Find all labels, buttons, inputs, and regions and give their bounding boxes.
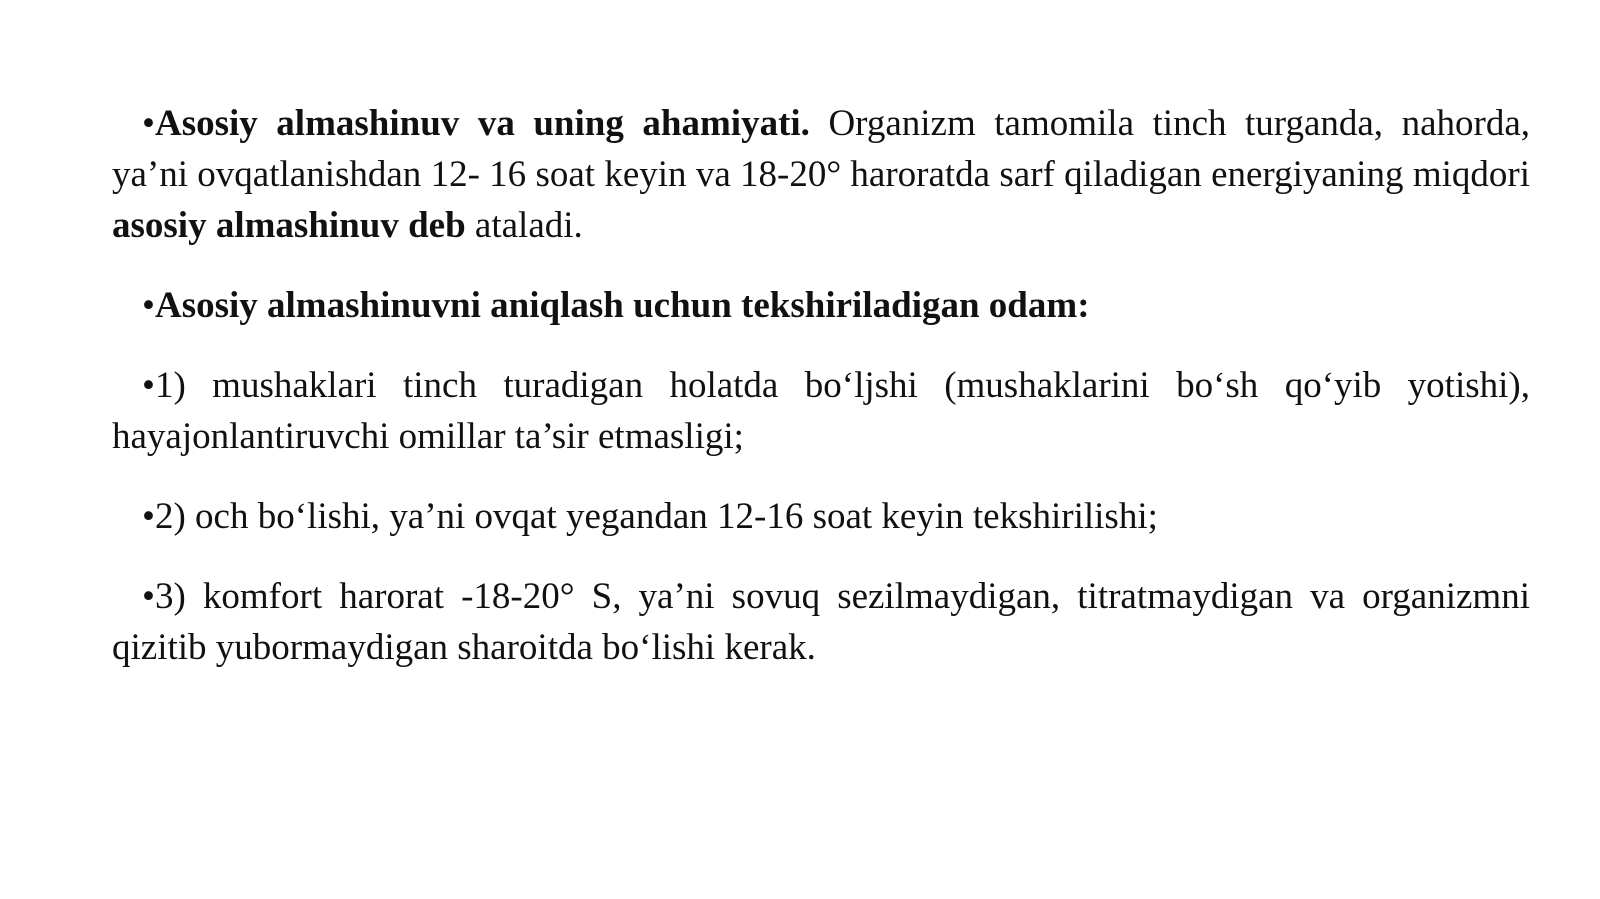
bullet-icon: •	[142, 285, 155, 326]
paragraph-text: 1) mushaklari tinch turadigan holatda bo‘ljshi (mushaklarini bo‘sh qo‘yib yotishi), hayajonlantiruvchi omillar ta’sir etmasligi;	[112, 365, 1530, 457]
bullet-icon: •	[142, 576, 155, 617]
bold-term: asosiy almashinuv deb	[112, 205, 466, 246]
paragraph-condition-3	[112, 571, 1530, 673]
paragraph-text: 2) och bo‘lishi, ya’ni ovqat yegandan 12-16 soat keyin tekshirilishi;	[154, 496, 1158, 537]
paragraph-condition-2	[112, 491, 1530, 542]
bullet-icon: •	[142, 496, 155, 537]
slide-body	[112, 98, 1530, 702]
paragraph-text-end: ataladi.	[465, 205, 583, 246]
paragraph-heading: Asosiy almashinuv va uning ahamiyati.	[154, 103, 810, 144]
bullet-icon: •	[142, 103, 155, 144]
paragraph-conditions-heading	[112, 280, 1530, 331]
paragraph-text: 3) komfort harorat -18-20° S, ya’ni sovuq sezilmaydigan, titratmaydigan va organizmni qizitib yubormaydigan sharoitda bo‘lishi kerak.	[112, 576, 1530, 668]
paragraph-text: Organizm tamomila tinch turganda, nahorda, ya’ni ovqatlanishdan 12- 16 soat keyin va 18-20° haroratda sarf qiladigan energiyaning miqdori	[112, 103, 1530, 195]
paragraph-condition-1	[112, 360, 1530, 462]
paragraph-basal-metabolism-definition	[112, 98, 1530, 251]
bullet-icon: •	[142, 365, 155, 406]
paragraph-heading: Asosiy almashinuvni aniqlash uchun tekshiriladigan odam:	[154, 285, 1090, 326]
